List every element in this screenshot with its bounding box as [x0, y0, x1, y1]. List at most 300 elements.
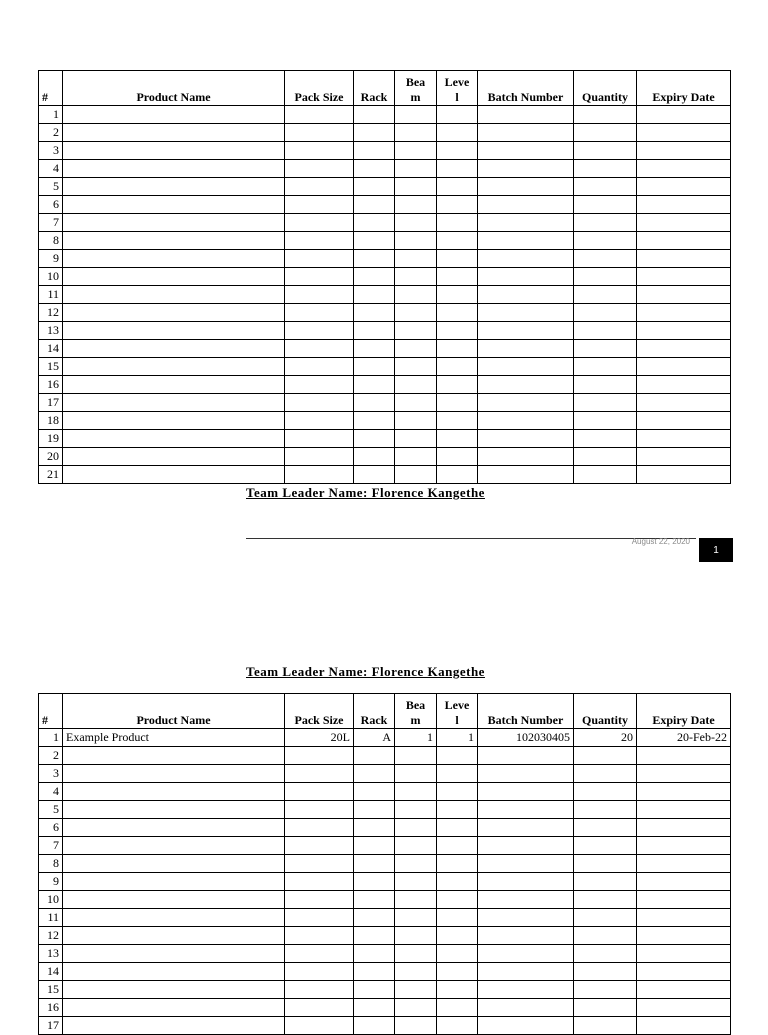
table-row: [39, 250, 731, 268]
expiry-date-cell: [637, 945, 731, 963]
table-row: [39, 909, 731, 927]
rack-cell: [354, 142, 395, 160]
product-name-cell: [63, 124, 285, 142]
beam-cell: [395, 178, 437, 196]
level-cell: [437, 801, 478, 819]
quantity-cell: 20: [574, 729, 637, 747]
quantity-cell: [574, 430, 637, 448]
beam-cell: [395, 909, 437, 927]
row-number-cell: 5: [39, 178, 63, 196]
expiry-date-cell: [637, 178, 731, 196]
product-name-cell: [63, 448, 285, 466]
row-number-cell: 8: [39, 855, 63, 873]
pack-size-cell: [285, 232, 354, 250]
quantity-cell: [574, 394, 637, 412]
expiry-date-cell: [637, 160, 731, 178]
level-cell: [437, 448, 478, 466]
row-number-cell: 9: [39, 873, 63, 891]
expiry-date-cell: [637, 358, 731, 376]
row-number-cell: 7: [39, 214, 63, 232]
quantity-cell: [574, 214, 637, 232]
pack-size-cell: [285, 466, 354, 484]
table-body-page-2: [39, 729, 731, 1035]
beam-cell: [395, 783, 437, 801]
table-row: [39, 448, 731, 466]
product-name-cell: [63, 927, 285, 945]
expiry-date-cell: [637, 412, 731, 430]
beam-cell: 1: [395, 729, 437, 747]
col-header-expiry-date: Expiry Date: [637, 71, 731, 106]
level-cell: [437, 765, 478, 783]
rack-cell: [354, 891, 395, 909]
level-cell: [437, 873, 478, 891]
pack-size-cell: [285, 304, 354, 322]
expiry-date-cell: [637, 124, 731, 142]
col-header-pack-size: Pack Size: [285, 694, 354, 729]
product-name-cell: [63, 891, 285, 909]
product-name-cell: [63, 963, 285, 981]
col-header-beam: Bea m: [395, 71, 437, 106]
expiry-date-cell: [637, 304, 731, 322]
pack-size-cell: [285, 430, 354, 448]
rack-cell: [354, 286, 395, 304]
quantity-cell: [574, 304, 637, 322]
product-name-cell: [63, 999, 285, 1017]
quantity-cell: [574, 999, 637, 1017]
level-cell: [437, 376, 478, 394]
level-cell: [437, 106, 478, 124]
expiry-date-cell: [637, 430, 731, 448]
level-cell: [437, 747, 478, 765]
quantity-cell: [574, 873, 637, 891]
batch-number-cell: 102030405: [478, 729, 574, 747]
expiry-date-cell: [637, 819, 731, 837]
team-leader-name: Team Leader Name: Florence Kangethe: [246, 664, 485, 679]
product-name-cell: [63, 268, 285, 286]
beam-cell: [395, 765, 437, 783]
rack-cell: [354, 340, 395, 358]
batch-number-cell: [478, 196, 574, 214]
product-name-cell: [63, 106, 285, 124]
table-row: [39, 945, 731, 963]
expiry-date-cell: [637, 963, 731, 981]
pack-size-cell: [285, 891, 354, 909]
quantity-cell: [574, 358, 637, 376]
expiry-date-cell: [637, 142, 731, 160]
row-number-cell: 14: [39, 340, 63, 358]
product-name-cell: [63, 945, 285, 963]
row-number-cell: 1: [39, 106, 63, 124]
pack-size-cell: [285, 214, 354, 232]
beam-cell: [395, 286, 437, 304]
beam-cell: [395, 747, 437, 765]
col-header-rack: Rack: [354, 71, 395, 106]
expiry-date-cell: [637, 747, 731, 765]
rack-cell: [354, 268, 395, 286]
quantity-cell: [574, 909, 637, 927]
product-name-cell: [63, 430, 285, 448]
rack-cell: [354, 232, 395, 250]
table-row: [39, 999, 731, 1017]
table-row: [39, 837, 731, 855]
row-number-cell: 17: [39, 394, 63, 412]
product-name-cell: [63, 232, 285, 250]
rack-cell: [354, 765, 395, 783]
quantity-cell: [574, 963, 637, 981]
pack-size-cell: [285, 160, 354, 178]
beam-cell: [395, 999, 437, 1017]
expiry-date-cell: [637, 909, 731, 927]
expiry-date-cell: [637, 855, 731, 873]
expiry-date-cell: [637, 891, 731, 909]
batch-number-cell: [478, 927, 574, 945]
level-cell: [437, 358, 478, 376]
col-header-expiry-date: Expiry Date: [637, 694, 731, 729]
table-row: [39, 214, 731, 232]
table-row: [39, 927, 731, 945]
beam-cell: [395, 981, 437, 999]
table-row: [39, 963, 731, 981]
pack-size-cell: [285, 448, 354, 466]
pack-size-cell: [285, 124, 354, 142]
expiry-date-cell: [637, 340, 731, 358]
row-number-cell: 14: [39, 963, 63, 981]
table-header-row: [39, 694, 731, 729]
batch-number-cell: [478, 765, 574, 783]
product-name-cell: [63, 142, 285, 160]
batch-number-cell: [478, 819, 574, 837]
batch-number-cell: [478, 873, 574, 891]
beam-cell: [395, 196, 437, 214]
row-number-cell: 11: [39, 909, 63, 927]
batch-number-cell: [478, 783, 574, 801]
batch-number-cell: [478, 981, 574, 999]
beam-cell: [395, 855, 437, 873]
pack-size-cell: [285, 1017, 354, 1035]
batch-number-cell: [478, 124, 574, 142]
product-name-cell: [63, 909, 285, 927]
row-number-cell: 19: [39, 430, 63, 448]
table-row: [39, 304, 731, 322]
expiry-date-cell: [637, 322, 731, 340]
product-name-cell: [63, 466, 285, 484]
product-name-cell: [63, 250, 285, 268]
rack-cell: [354, 376, 395, 394]
quantity-cell: [574, 376, 637, 394]
batch-number-cell: [478, 837, 574, 855]
batch-number-cell: [478, 1017, 574, 1035]
product-name-cell: [63, 855, 285, 873]
batch-number-cell: [478, 945, 574, 963]
level-cell: [437, 412, 478, 430]
pack-size-cell: [285, 945, 354, 963]
table-row: [39, 819, 731, 837]
quantity-cell: [574, 855, 637, 873]
quantity-cell: [574, 232, 637, 250]
level-cell: [437, 286, 478, 304]
table-row: [39, 106, 731, 124]
table-row: [39, 466, 731, 484]
expiry-date-cell: 20-Feb-22: [637, 729, 731, 747]
batch-number-cell: [478, 340, 574, 358]
expiry-date-cell: [637, 214, 731, 232]
pack-size-cell: [285, 376, 354, 394]
pack-size-cell: [285, 783, 354, 801]
expiry-date-cell: [637, 268, 731, 286]
product-name-cell: [63, 376, 285, 394]
table-row: [39, 124, 731, 142]
page-number-badge: 1: [699, 538, 733, 562]
expiry-date-cell: [637, 466, 731, 484]
row-number-cell: 4: [39, 160, 63, 178]
product-name-cell: [63, 304, 285, 322]
pack-size-cell: [285, 855, 354, 873]
row-number-cell: 16: [39, 999, 63, 1017]
beam-cell: [395, 340, 437, 358]
table-row: [39, 286, 731, 304]
table-row: [39, 394, 731, 412]
level-cell: [437, 268, 478, 286]
pack-size-cell: [285, 837, 354, 855]
table-row: [39, 783, 731, 801]
batch-number-cell: [478, 466, 574, 484]
pack-size-cell: [285, 268, 354, 286]
product-name-cell: [63, 981, 285, 999]
quantity-cell: [574, 891, 637, 909]
quantity-cell: [574, 819, 637, 837]
product-name-cell: [63, 340, 285, 358]
beam-cell: [395, 268, 437, 286]
pack-size-cell: [285, 873, 354, 891]
rack-cell: [354, 448, 395, 466]
level-cell: [437, 430, 478, 448]
product-name-cell: [63, 322, 285, 340]
beam-cell: [395, 304, 437, 322]
col-header-batch-number: Batch Number: [478, 71, 574, 106]
expiry-date-cell: [637, 106, 731, 124]
rack-cell: [354, 394, 395, 412]
quantity-cell: [574, 286, 637, 304]
table-row: [39, 873, 731, 891]
row-number-cell: 7: [39, 837, 63, 855]
table-row: [39, 801, 731, 819]
table-row: [39, 142, 731, 160]
rack-cell: [354, 873, 395, 891]
pack-size-cell: [285, 340, 354, 358]
expiry-date-cell: [637, 981, 731, 999]
row-number-cell: 12: [39, 304, 63, 322]
table-row: [39, 322, 731, 340]
pack-size-cell: [285, 765, 354, 783]
pack-size-cell: [285, 106, 354, 124]
beam-cell: [395, 160, 437, 178]
col-header-quantity: Quantity: [574, 71, 637, 106]
batch-number-cell: [478, 106, 574, 124]
level-cell: [437, 196, 478, 214]
quantity-cell: [574, 196, 637, 214]
row-number-cell: 16: [39, 376, 63, 394]
pack-size-cell: [285, 927, 354, 945]
beam-cell: [395, 466, 437, 484]
batch-number-cell: [478, 963, 574, 981]
rack-cell: [354, 214, 395, 232]
rack-cell: [354, 196, 395, 214]
expiry-date-cell: [637, 376, 731, 394]
pack-size-cell: [285, 412, 354, 430]
level-cell: [437, 945, 478, 963]
row-number-cell: 18: [39, 412, 63, 430]
batch-number-cell: [478, 304, 574, 322]
rack-cell: [354, 999, 395, 1017]
row-number-cell: 6: [39, 819, 63, 837]
level-cell: [437, 250, 478, 268]
level-cell: 1: [437, 729, 478, 747]
table-row: [39, 196, 731, 214]
row-number-cell: 9: [39, 250, 63, 268]
level-cell: [437, 819, 478, 837]
row-number-cell: 13: [39, 322, 63, 340]
rack-cell: [354, 160, 395, 178]
batch-number-cell: [478, 855, 574, 873]
beam-cell: [395, 891, 437, 909]
level-cell: [437, 160, 478, 178]
rack-cell: [354, 801, 395, 819]
team-leader-name: Team Leader Name: Florence Kangethe: [246, 485, 485, 500]
stock-table-page-1: [38, 70, 731, 484]
batch-number-cell: [478, 448, 574, 466]
product-name-cell: [63, 394, 285, 412]
row-number-cell: 4: [39, 783, 63, 801]
batch-number-cell: [478, 376, 574, 394]
quantity-cell: [574, 765, 637, 783]
quantity-cell: [574, 412, 637, 430]
batch-number-cell: [478, 891, 574, 909]
batch-number-cell: [478, 999, 574, 1017]
batch-number-cell: [478, 394, 574, 412]
pack-size-cell: [285, 250, 354, 268]
beam-cell: [395, 801, 437, 819]
level-cell: [437, 124, 478, 142]
pack-size-cell: [285, 322, 354, 340]
quantity-cell: [574, 747, 637, 765]
table-row: [39, 160, 731, 178]
quantity-cell: [574, 466, 637, 484]
rack-cell: [354, 981, 395, 999]
expiry-date-cell: [637, 448, 731, 466]
rack-cell: [354, 430, 395, 448]
rack-cell: [354, 178, 395, 196]
level-cell: [437, 855, 478, 873]
batch-number-cell: [478, 322, 574, 340]
col-header-level: Leve l: [437, 71, 478, 106]
row-number-cell: 2: [39, 124, 63, 142]
expiry-date-cell: [637, 1017, 731, 1035]
row-number-cell: 12: [39, 927, 63, 945]
product-name-cell: [63, 412, 285, 430]
level-cell: [437, 963, 478, 981]
row-number-cell: 3: [39, 142, 63, 160]
expiry-date-cell: [637, 783, 731, 801]
batch-number-cell: [478, 430, 574, 448]
rack-cell: [354, 819, 395, 837]
batch-number-cell: [478, 250, 574, 268]
quantity-cell: [574, 448, 637, 466]
row-number-cell: 20: [39, 448, 63, 466]
beam-cell: [395, 142, 437, 160]
rack-cell: [354, 747, 395, 765]
level-cell: [437, 322, 478, 340]
beam-cell: [395, 412, 437, 430]
product-name-cell: [63, 873, 285, 891]
batch-number-cell: [478, 747, 574, 765]
batch-number-cell: [478, 801, 574, 819]
rack-cell: [354, 412, 395, 430]
product-name-cell: [63, 837, 285, 855]
beam-cell: [395, 448, 437, 466]
row-number-cell: 8: [39, 232, 63, 250]
stock-table-page-2: [38, 693, 731, 1035]
product-name-cell: [63, 358, 285, 376]
beam-cell: [395, 945, 437, 963]
level-cell: [437, 466, 478, 484]
table-row: [39, 340, 731, 358]
product-name-cell: Example Product: [63, 729, 285, 747]
beam-cell: [395, 214, 437, 232]
rack-cell: [354, 124, 395, 142]
col-header-product-name: Product Name: [63, 694, 285, 729]
beam-cell: [395, 837, 437, 855]
row-number-cell: 13: [39, 945, 63, 963]
batch-number-cell: [478, 142, 574, 160]
rack-cell: [354, 358, 395, 376]
pack-size-cell: [285, 286, 354, 304]
beam-cell: [395, 394, 437, 412]
col-header-pack-size: Pack Size: [285, 71, 354, 106]
rack-cell: [354, 106, 395, 124]
table-header-row: [39, 71, 731, 106]
table-row: [39, 891, 731, 909]
quantity-cell: [574, 837, 637, 855]
quantity-cell: [574, 945, 637, 963]
col-header-number: #: [39, 694, 63, 729]
pack-size-cell: [285, 981, 354, 999]
pack-size-cell: [285, 358, 354, 376]
row-number-cell: 17: [39, 1017, 63, 1035]
product-name-cell: [63, 214, 285, 232]
quantity-cell: [574, 106, 637, 124]
quantity-cell: [574, 160, 637, 178]
row-number-cell: 10: [39, 891, 63, 909]
product-name-cell: [63, 765, 285, 783]
table-body-page-1: [39, 106, 731, 484]
rack-cell: [354, 927, 395, 945]
rack-cell: A: [354, 729, 395, 747]
rack-cell: [354, 304, 395, 322]
batch-number-cell: [478, 358, 574, 376]
product-name-cell: [63, 783, 285, 801]
level-cell: [437, 783, 478, 801]
quantity-cell: [574, 124, 637, 142]
table-row: [39, 376, 731, 394]
expiry-date-cell: [637, 927, 731, 945]
batch-number-cell: [478, 214, 574, 232]
level-cell: [437, 142, 478, 160]
expiry-date-cell: [637, 801, 731, 819]
rack-cell: [354, 250, 395, 268]
beam-cell: [395, 819, 437, 837]
level-cell: [437, 214, 478, 232]
beam-cell: [395, 322, 437, 340]
